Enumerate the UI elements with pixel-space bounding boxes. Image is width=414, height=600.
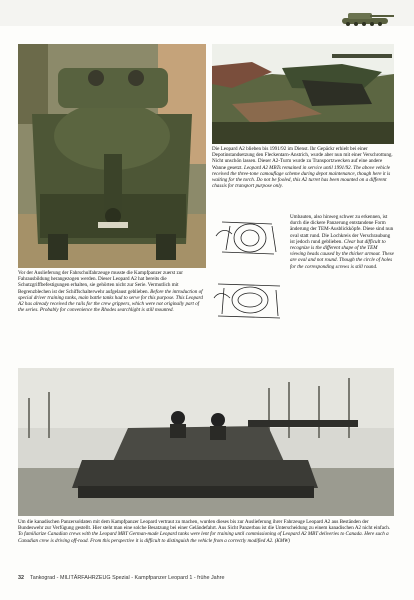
caption-2-de: Die Leopard A2 blieben bis 1991/92 im Dienst. Ihr Gepäckr erhielt bei einer Depotinstandsetzung den Fleckentarn-Anstrich, wurde aber nun mit einer Verschrottung. Nicht unschön lassen. Dieser A2-Turm wurde zu Transportzwecken auf eine andere Wanne gesetzt. — [212, 146, 393, 171]
caption-3-en: Clear but difficult to recognize is the different shape of the TEM viewing heads caused by the thicker armour. These are oval and not round. Though the circle of holes for the corresponding screws is still round. — [290, 238, 394, 270]
caption-1-en: Before the introduction of special driver training tanks, main battle tanks had to serve for this purpose. This Leopard A2 has already received the rails for the crew grippers, which were not originally part of the series. Probably for convenience the Rhodes searchlight is still mounted. — [18, 288, 203, 314]
photo-leopard-front — [18, 44, 206, 268]
caption-4-de: Um die kanadischen Panzersoldaten mit dem Kampfpanzer Leopard vertraut zu machen, wurden dieses bis zur Auslieferung ihrer Fahrzeuge Leopard A2 aus Beständen der Bundeswehr zur Verfügung gestellt. Hier steht man eine solche Besatzung bei einer Geländefahrt. Aus Sicht Panzerbau ist die Unterscheidung zu einem kanadischen A2 nicht einfach. — [18, 519, 391, 532]
caption-4-en: To familiarize Canadian crews with the Leopard MBT German-made Leopard tanks were lent for training until commissioning of Leopard A2 MBT deliveries to Canada. Here such a Canadian crew is driving off-road. From this perspective it is difficult to distinguish the vehicle from a correctly modified A2. (KMW) — [18, 531, 389, 544]
caption-4 — [18, 519, 394, 544]
photo-canadian-crew — [18, 368, 394, 516]
caption-3 — [290, 214, 394, 270]
photo-leopard-camouflage — [212, 44, 394, 144]
caption-2 — [212, 146, 394, 189]
page-footer — [18, 573, 394, 583]
caption-2-en: Leopard A2 MBTs remained in service until 1991/92. The above vehicle received the three-tone camouflage scheme during depot maintenance, though here it is waiting for the torch. Do not be fooled, this A2 turret has been mounted on a different chassis for transport purpose only. — [212, 164, 391, 190]
publication-title: Tankograd - MILITÄRFAHRZEUG Spezial - Kampfpanzer Leopard 1 - frühe Jahre — [30, 575, 225, 581]
viewing-head-diagram — [212, 212, 288, 330]
caption-3-de: Umbauten, also hinweg schwer zu erkennen, ist durch die dickere Panzerung entstandene Form änderung der TEM-Ausblickköpfe. Diese sind nun oval statt rund. Die Lochkreis der Verschraubung ist jedoch rund geblieben. — [290, 214, 394, 245]
tank-logo-icon — [338, 6, 396, 28]
caption-1 — [18, 270, 206, 313]
caption-1-de: Vor der Auslieferung der Fahrschulfahrzeuge musste die Kampfpanzer zuerst zur Fahrausbildung herangezogen werden. Dieser Leopard A2 hat bereits die Schutzgriffbefestigungen erhalten, sie gehörten nicht zur Serie. Vermutlich mit Begrenzblechen ist der Schiffschalterwehr aufgelaust geblieben. — [18, 270, 183, 295]
page-number: 32 — [18, 575, 24, 581]
